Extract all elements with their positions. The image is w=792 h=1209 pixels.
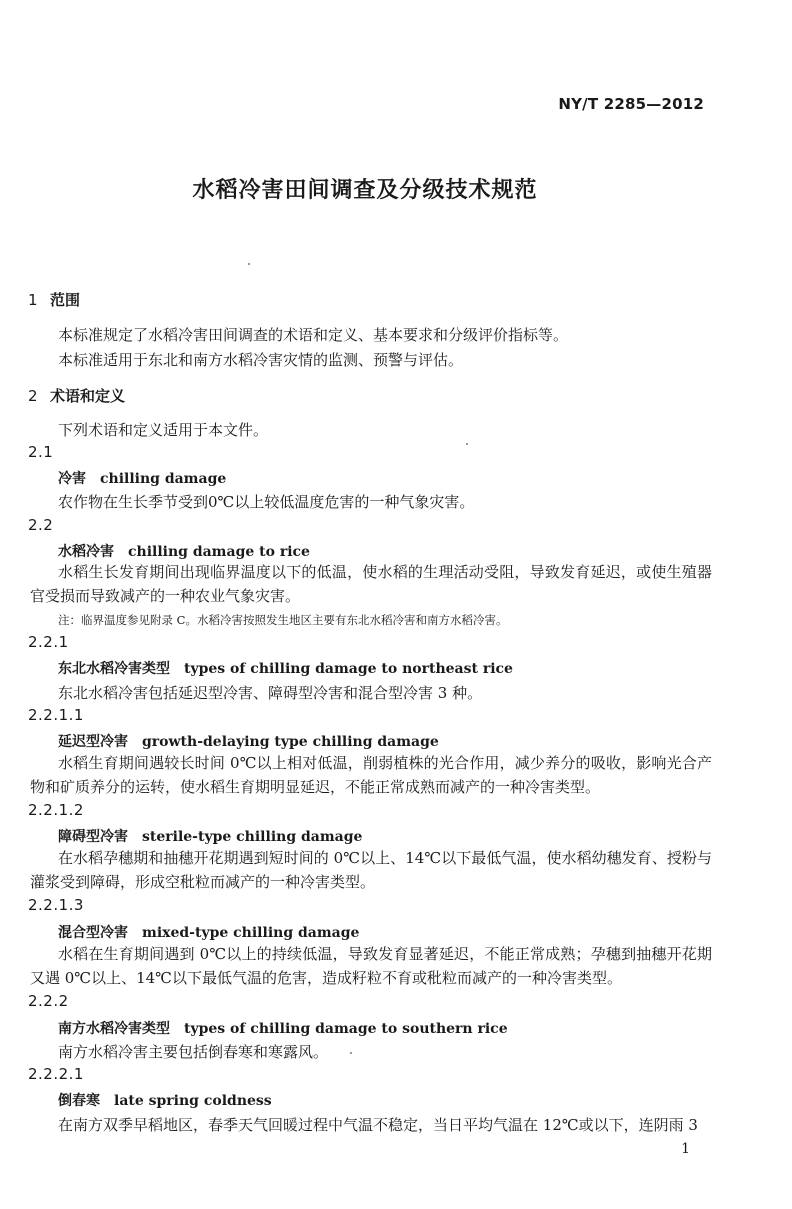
term-en: chilling damage to rice — [128, 544, 310, 560]
term-en: mixed-type chilling damage — [142, 925, 360, 941]
term-heading — [58, 826, 362, 846]
term-definition: 水稻生育期间遇较长时间 0℃以上相对低温，削弱植株的光合作用，减少养分的吸收，影响光合产物和矿质养分的运转，使水稻生育期明显延迟，不能正常成熟而减产的一种冷害类型。 — [30, 754, 712, 796]
clause-number: 2.2.1.3 — [28, 896, 84, 914]
clause-number: 2.2.1.1 — [28, 706, 84, 724]
section-1-heading — [28, 289, 80, 310]
section-title: 术语和定义 — [50, 387, 126, 405]
term-en: chilling damage — [100, 471, 227, 487]
paragraph: 本标准规定了水稻冷害田间调查的术语和定义、基本要求和分级评价指标等。 — [58, 326, 569, 344]
scan-speck — [350, 1052, 352, 1054]
term-en: sterile-type chilling damage — [142, 829, 363, 845]
term-heading — [58, 922, 359, 942]
paragraph: 本标准适用于东北和南方水稻冷害灾情的监测、预警与评估。 — [58, 351, 464, 369]
term-en: late spring coldness — [114, 1093, 272, 1109]
term-definition: 在南方双季早稻地区，春季天气回暖过程中气温不稳定，当日平均气温在 12℃或以下，连阴雨 3 — [58, 1116, 698, 1134]
term-definition: 东北水稻冷害包括延迟型冷害、障碍型冷害和混合型冷害 3 种。 — [58, 684, 483, 702]
term-definition: 农作物在生长季节受到0℃以上较低温度危害的一种气象灾害。 — [58, 493, 475, 511]
term-zh: 南方水稻冷害类型 — [58, 1021, 170, 1037]
term-heading — [58, 1090, 272, 1110]
clause-number: 2.2.2 — [28, 992, 69, 1010]
term-definition: 在水稻孕穗期和抽穗开花期遇到短时间的 0℃以上、14℃以下最低气温，使水稻幼穗发育、授粉与灌浆受到障碍，形成空秕粒而减产的一种冷害类型。 — [30, 849, 712, 891]
term-en: types of chilling damage to southern rice — [184, 1021, 508, 1037]
clause-number: 2.2.1 — [28, 633, 69, 651]
section-2-heading — [28, 385, 125, 406]
section-number: 1 — [28, 291, 38, 309]
note: 注：临界温度参见附录 C。水稻冷害按照发生地区主要有东北水稻冷害和南方水稻冷害。 — [58, 613, 508, 627]
standard-code: NY/T 2285—2012 — [558, 95, 704, 113]
term-zh: 障碍型冷害 — [58, 829, 128, 845]
clause-number: 2.2.2.1 — [28, 1065, 84, 1083]
document-title: 水稻冷害田间调查及分级技术规范 — [192, 178, 538, 203]
clause-number: 2.1 — [28, 443, 54, 461]
term-zh: 冷害 — [58, 471, 86, 487]
clause-number: 2.2 — [28, 516, 54, 534]
term-heading — [58, 1018, 508, 1038]
term-zh: 倒春寒 — [58, 1093, 100, 1109]
section-number: 2 — [28, 387, 38, 405]
clause-number: 2.2.1.2 — [28, 801, 84, 819]
term-en: types of chilling damage to northeast rice — [184, 661, 513, 677]
term-definition: 水稻生长发育期间出现临界温度以下的低温，使水稻的生理活动受阻，导致发育延迟，或使生殖器官受损而导致减产的一种农业气象灾害。 — [30, 563, 712, 605]
term-heading — [58, 658, 513, 678]
page-number: 1 — [681, 1141, 690, 1157]
section-title: 范围 — [50, 291, 81, 309]
term-zh: 水稻冷害 — [58, 544, 114, 560]
term-en: growth-delaying type chilling damage — [142, 734, 439, 750]
term-definition: 南方水稻冷害主要包括倒春寒和寒露风。 — [58, 1043, 329, 1061]
term-zh: 混合型冷害 — [58, 925, 128, 941]
scan-speck — [466, 443, 468, 445]
term-zh: 延迟型冷害 — [58, 734, 128, 750]
term-definition: 水稻在生育期间遇到 0℃以上的持续低温，导致发育显著延迟，不能正常成熟；孕穗到抽穗开花期又遇 0℃以上、14℃以下最低气温的危害，造成籽粒不育或秕粒而减产的一种冷害类型。 — [30, 945, 712, 987]
paragraph: 下列术语和定义适用于本文件。 — [58, 421, 269, 439]
term-heading — [58, 541, 310, 561]
term-zh: 东北水稻冷害类型 — [58, 661, 170, 677]
term-heading — [58, 731, 439, 751]
term-heading — [58, 468, 226, 488]
scan-speck — [248, 263, 250, 265]
